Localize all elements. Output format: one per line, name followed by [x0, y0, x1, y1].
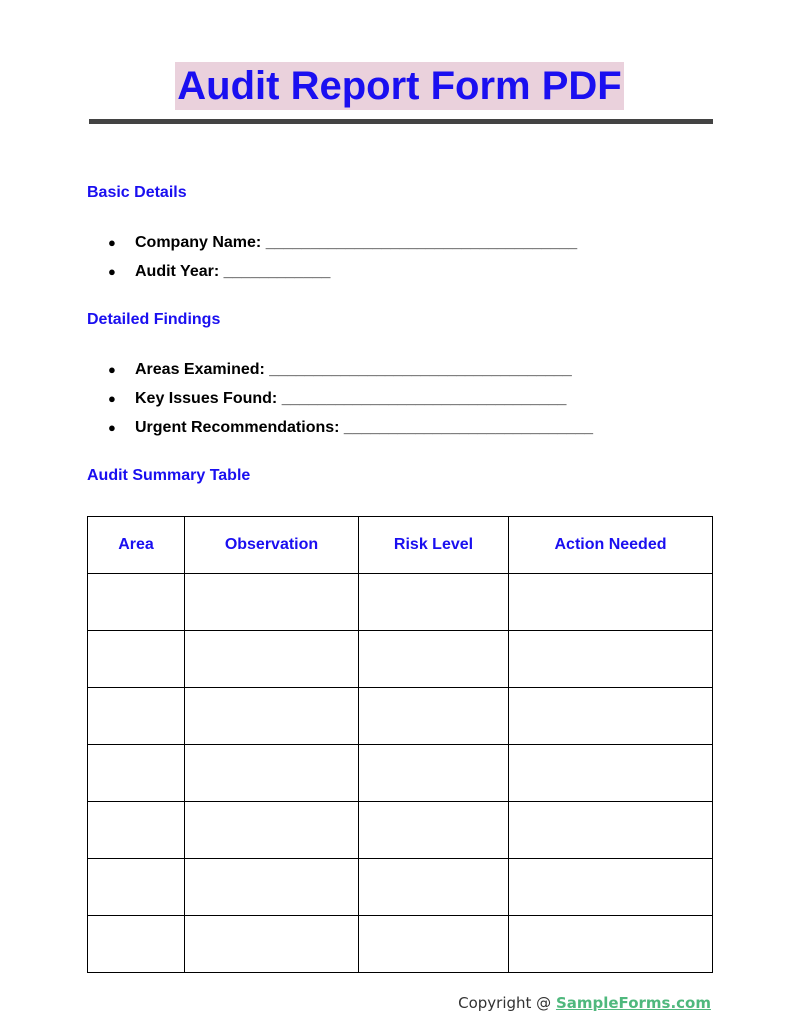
- table-row: [88, 574, 713, 631]
- cell-action-needed[interactable]: [509, 745, 713, 802]
- cell-area[interactable]: [88, 859, 185, 916]
- cell-observation[interactable]: [185, 688, 359, 745]
- cell-area[interactable]: [88, 688, 185, 745]
- audit-summary-table: [87, 516, 713, 973]
- basic-details-list: [108, 228, 577, 286]
- cell-risk-level[interactable]: [359, 916, 509, 973]
- copyright-text: Copyright @: [458, 994, 556, 1012]
- bullet-icon: ●: [108, 362, 116, 377]
- areas-examined-field[interactable]: [108, 355, 593, 384]
- table-row: [88, 631, 713, 688]
- cell-risk-level[interactable]: [359, 574, 509, 631]
- table-row: [88, 859, 713, 916]
- column-header-risk-level: Risk Level: [359, 517, 509, 574]
- cell-action-needed[interactable]: [509, 859, 713, 916]
- audit-summary-heading: Audit Summary Table: [87, 467, 251, 484]
- table-row: [88, 745, 713, 802]
- table-header-row: [88, 517, 713, 574]
- table-row: [88, 688, 713, 745]
- cell-risk-level[interactable]: [359, 688, 509, 745]
- field-label: Audit Year: ____________: [135, 263, 331, 280]
- company-name-field[interactable]: [108, 228, 577, 257]
- bullet-icon: ●: [108, 235, 116, 250]
- cell-area[interactable]: [88, 631, 185, 688]
- table-row: [88, 916, 713, 973]
- cell-risk-level[interactable]: [359, 859, 509, 916]
- footer-copyright: [458, 994, 711, 1012]
- basic-details-heading: Basic Details: [87, 184, 187, 201]
- cell-area[interactable]: [88, 802, 185, 859]
- cell-risk-level[interactable]: [359, 745, 509, 802]
- field-label: Urgent Recommendations: ____________________________: [135, 419, 594, 436]
- brand-link[interactable]: SampleForms.com: [555, 994, 711, 1012]
- field-label: Company Name: ___________________________________: [135, 234, 578, 251]
- cell-observation[interactable]: [185, 916, 359, 973]
- cell-area[interactable]: [88, 745, 185, 802]
- cell-risk-level[interactable]: [359, 802, 509, 859]
- title-container: [0, 62, 799, 110]
- key-issues-field[interactable]: [108, 384, 593, 413]
- detailed-findings-heading: Detailed Findings: [87, 311, 221, 328]
- bullet-icon: ●: [108, 264, 116, 279]
- cell-area[interactable]: [88, 574, 185, 631]
- cell-action-needed[interactable]: [509, 574, 713, 631]
- title-divider: [89, 119, 713, 124]
- column-header-area: Area: [88, 517, 185, 574]
- bullet-icon: ●: [108, 420, 116, 435]
- cell-action-needed[interactable]: [509, 802, 713, 859]
- cell-observation[interactable]: [185, 745, 359, 802]
- urgent-recommendations-field[interactable]: [108, 413, 593, 442]
- cell-observation[interactable]: [185, 802, 359, 859]
- audit-year-field[interactable]: [108, 257, 577, 286]
- field-label: Areas Examined: __________________________________: [135, 361, 572, 378]
- cell-observation[interactable]: [185, 631, 359, 688]
- cell-observation[interactable]: [185, 574, 359, 631]
- table-body: [88, 574, 713, 973]
- page-title: Audit Report Form PDF: [177, 64, 622, 108]
- cell-action-needed[interactable]: [509, 631, 713, 688]
- cell-risk-level[interactable]: [359, 631, 509, 688]
- bullet-icon: ●: [108, 391, 116, 406]
- cell-action-needed[interactable]: [509, 916, 713, 973]
- table-row: [88, 802, 713, 859]
- cell-area[interactable]: [88, 916, 185, 973]
- cell-observation[interactable]: [185, 859, 359, 916]
- column-header-observation: Observation: [185, 517, 359, 574]
- field-label: Key Issues Found: ________________________________: [135, 390, 567, 407]
- cell-action-needed[interactable]: [509, 688, 713, 745]
- column-header-action-needed: Action Needed: [509, 517, 713, 574]
- detailed-findings-list: [108, 355, 593, 442]
